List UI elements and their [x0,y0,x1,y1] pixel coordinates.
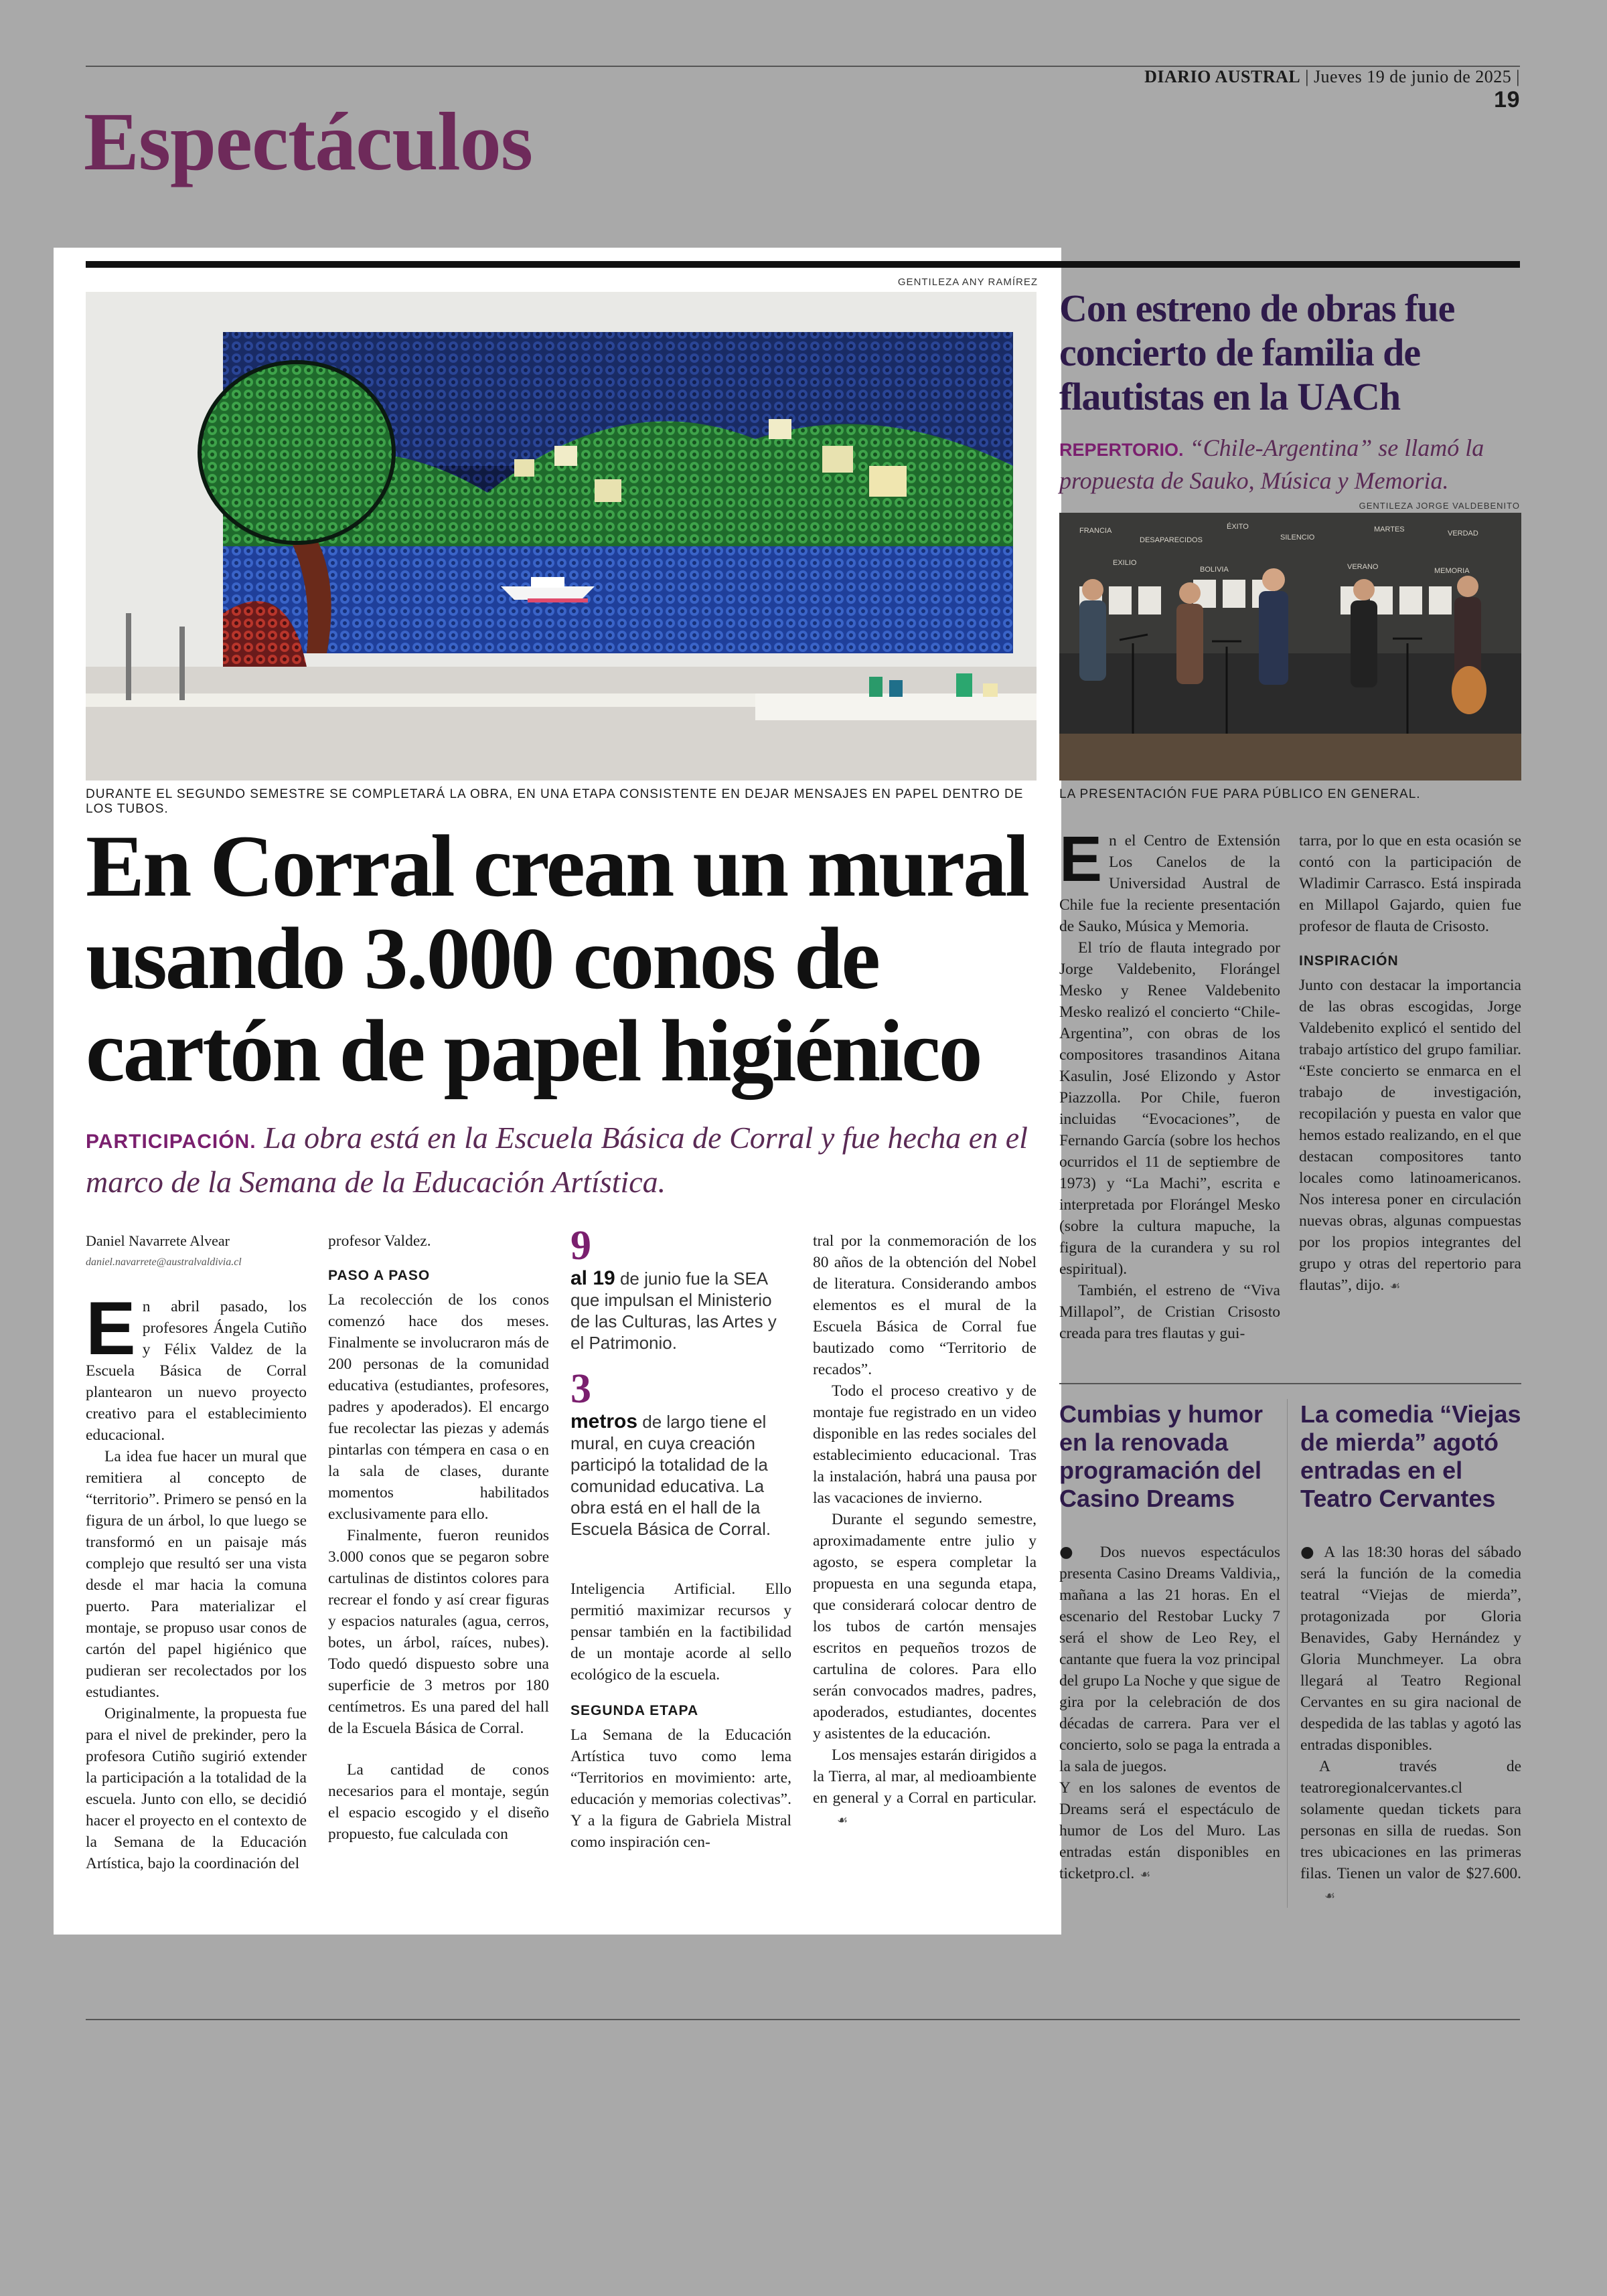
end-of-article-mark-icon: ☙ [1324,1889,1336,1903]
side-deck-text: “Chile-Argentina” se llamó la propuesta de Sauko, Música y Memoria. [1059,434,1484,494]
wall-word: MARTES [1374,525,1405,534]
main-paragraph: La recolección de los conos comenzó hace dos meses. Finalmente se involucraron más de 200 personas de la comunidad educativa (estudiantes, profesores, padres y apoderados). El encargo fue recolectar las piezas y además pintarlas con témpera en casa o en la sala de clases, durante momentos habilitados exclusivamente para ello. [328,1291,549,1523]
brief1-paragraph-text: Y en los salones de eventos de Dreams será el espectáculo de humor de Los del Muro. Las entradas están disponibles en ticketpro.cl. [1059,1779,1280,1882]
brief2-paragraph-text: A través de teatroregionalcervantes.cl solamente quedan tickets para personas en silla de ruedas. Son tres ubicaciones en las primeras filas. Tienen un valor de $27.600. [1300,1758,1521,1882]
mural-photo [86,292,1037,781]
side-kicker: REPERTORIO. [1059,440,1184,460]
brief-divider [1059,1383,1521,1384]
main-headline: En Corral crean un mural usando 3.000 conos de cartón de papel higiénico [86,817,1028,1100]
page-number: 19 [1494,87,1520,112]
brief-column-divider [1287,1399,1288,1908]
brief2-paragraph [1300,1756,1521,1907]
publication-name: DIARIO AUSTRAL [1144,67,1301,86]
section-thick-rule [86,261,1520,268]
side-paragraph: tarra, por lo que en esta ocasión se contó con la participación de Wladimir Carrasco. Está inspirada en Millapol Gajardo, quien fue profesor de flauta de Crisosto. [1299,832,1521,935]
main-paragraph: profesor Valdez. [328,1232,431,1250]
fact-number-9: 9 [570,1223,591,1268]
mural-tree-crown [200,362,394,543]
side-photo-caption: LA PRESENTACIÓN FUE PARA PÚBLICO EN GENERAL. [1059,787,1421,801]
wall-word: SILENCIO [1280,534,1315,542]
bullet-dot-icon: ● [1300,1542,1318,1561]
brief2-headline: La comedia “Viejas de mierda” agotó entradas en el Teatro Cervantes [1300,1400,1521,1512]
brief2-body [1300,1541,1521,1907]
fact-lead: al 19 [570,1267,615,1289]
dropcap: E [86,1287,136,1370]
fact-number-3: 3 [570,1366,591,1412]
side-dropcap: E [1059,823,1103,895]
wall-word: DESAPARECIDOS [1140,536,1203,544]
side-paragraph [1299,975,1521,1297]
main-deck [86,1118,1037,1202]
subhead-segunda-etapa: SEGUNDA ETAPA [570,1703,699,1718]
publication-date: Jueves 19 de junio de 2025 [1313,67,1512,86]
main-paragraph: n abril pasado, los profesores Ángela Cutiño y Félix Valdez de la Escuela Básica de Corral plantearon un nuevo proyecto creativo para el establecimiento educacional. [86,1298,307,1444]
side-photo-credit: GENTILEZA JORGE VALDEBENITO [1359,501,1520,511]
section-title: Espectáculos [84,96,532,187]
main-kicker: PARTICIPACIÓN. [86,1131,256,1153]
side-paragraph-text: Junto con destacar la importancia de las obras escogidas, Jorge Valdebenito explicó el sentido del trabajo artístico del grupo familiar. “Este concierto se enmarca en el trabajo de investigación, recopilación y puesta en valor que hemos estado realizando, en el que destacan compositores tanto locales como latinoamericanos. Nos interesa poner en circulación nuevas obras, algunas compuestas por los propios integrantes del grupo y otras del repertorio para flautas”, dijo. [1299,977,1521,1294]
main-paragraph: La idea fue hacer un mural que remitiera al concepto de “territorio”. Primero se pensó en la figura de un árbol, lo que luego se transformó en un paisaje más complejo que resultó ser una vista desde el mar hacia la comuna puerto. Para materializar el montaje, se propuso usar conos de cartón del papel higiénico que pudieran ser recolectados por los estudiantes. [86,1448,307,1701]
wall-word: FRANCIA [1079,527,1112,535]
author-name: Daniel Navarrete Alvear [86,1232,230,1249]
fact-box-dates [570,1268,791,1354]
main-paragraph: Durante el segundo semestre, aproximadamente entre julio y agosto, se espera completar la propuesta en una segunda etapa, que considerará colocar dentro de los tubos de cartón mensajes escritos en pequeños trozos de cartulina de colores. Para ello serán convocados madres, padres, apoderados, estudiantes, docentes y asistentes de la educación. [813,1511,1037,1742]
main-paragraph: La cantidad de conos necesarios para el montaje, según el espacio escogido y el diseño propuesto, fue calculada con [328,1761,549,1843]
mural-sea [223,546,1013,653]
side-headline: Con estreno de obras fue concierto de familia de flautistas en la UACh [1059,286,1455,418]
side-paragraph: n el Centro de Extensión Los Canelos de la Universidad Austral de Chile fue la reciente presentación de Sauko, Música y Memoria. [1059,832,1280,935]
wall-word: EXILIO [1113,559,1137,567]
fact-box-size [570,1411,791,1540]
side-paragraph: También, el estreno de “Viva Millapol”, de Cristian Crisosto creada para tres flautas y gui- [1059,1282,1280,1342]
main-paragraph-text: Los mensajes estarán dirigidos a la Tierra, al mar, al medioambiente en general y a Corral en particular. [813,1746,1037,1807]
brief1-body [1059,1541,1280,1886]
main-column-3 [570,1224,791,1853]
main-paragraph: Finalmente, fueron reunidos 3.000 conos que se pegaron sobre cartulinas de distintos colores para recrear el fondo y así crear figuras y espacios naturales (agua, cerros, botes, un árbol, raíces, nubes). Todo quedó dispuesto sobre una superficie de 3 metros por 180 centímetros. Es una pared del hall de la Escuela Básica de Corral. [328,1527,549,1737]
stage-floor [1059,734,1521,781]
subhead-paso-a-paso: PASO A PASO [328,1268,431,1283]
brief1-paragraph [1059,1777,1280,1886]
fact-lead: metros [570,1410,638,1432]
main-paragraph: Inteligencia Artificial. Ello permitió maximizar recursos y pensar también en la factibilidad de un montaje acorde al sello ecológico de la escuela. [570,1580,791,1684]
bullet-dot-icon: ● [1059,1542,1085,1561]
concert-photo [1059,513,1521,781]
side-deck [1059,432,1521,496]
wall-word: BOLIVIA [1200,566,1229,574]
main-photo-credit: GENTILEZA ANY RAMÍREZ [897,276,1038,288]
main-paragraph: La Semana de la Educación Artística tuvo como lema “Territorios en movimiento: arte, educación y memorias colectivas”. Y a la figura de Gabriela Mistral como inspiración cen- [570,1726,791,1851]
main-deck-text: La obra está en la Escuela Básica de Corral y fue hecha en el marco de la Semana de la Educación Artística. [86,1121,1028,1199]
main-paragraph [813,1744,1037,1831]
brief2-paragraph: A las 18:30 horas del sábado será la función de la comedia teatral “Viejas de mierda”, protagonizada por Gloria Benavides, Gaby Hernández y Gloria Munchmeyer. La obra llegará al Teatro Regional Cervantes en su gira nacional de despedida de las tablas y agotó las entradas disponibles. [1300,1544,1521,1754]
wall-word: ÉXITO [1227,523,1249,531]
fact-text: de largo tiene el mural, en cuya creación participó la totalidad de la comunidad educativa. La obra está en el hall de la Escuela Básica de Corral. [570,1412,771,1539]
bottom-rule [86,2019,1520,2020]
author-email: daniel.navarrete@australvaldivia.cl [86,1256,242,1268]
main-paragraph: Originalmente, la propuesta fue para el nivel de prekinder, pero la profesora Cutiño sugirió extender la participación a la totalidad de la escuela. Junto con ello, se decidió hacer el proyecto en el contexto de la Semana de la Educación Artística, bajo la coordinación del [86,1705,307,1872]
main-column-1 [86,1230,307,1874]
main-photo-caption: DURANTE EL SEGUNDO SEMESTRE SE COMPLETARÁ LA OBRA, EN UNA ETAPA CONSISTENTE EN DEJAR MENSAJES EN PAPEL DENTRO DE LOS TUBOS. [86,787,1024,816]
side-paragraph: El trío de flauta integrado por Jorge Valdebenito, Florángel Mesko y Renee Valdebenito Mesko realizó el concierto “Chile-Argentina”, con obras de los compositores trasandinos Aitana Kasulin, José Elizondo y Astor Piazzolla. Por Chile, fueron incluidas “Evocaciones”, de Fernando García (sobre los hechos ocurridos el 11 de septiembre de 1973) y “La Machi”, escrita e interpretada por Florángel Mesko (sobre la cultura mapuche, la figura de la curandera y su rol espiritual). [1059,939,1280,1278]
main-paragraph: tral por la conmemoración de los 80 años de la obtención del Nobel de literatura. Considerando ambos elementos es el mural de la Escuela Básica de Corral fue bautizado como “Territorio de recados”. [813,1232,1037,1378]
main-column-4 [813,1230,1037,1831]
subhead-inspiracion: INSPIRACIÓN [1299,953,1399,969]
end-of-article-mark-icon: ☙ [837,1813,848,1827]
end-of-article-mark-icon: ☙ [1389,1279,1401,1293]
main-paragraph: Todo el proceso creativo y de montaje fue registrado en un video disponible en las redes sociales del establecimiento educacional. Tras la instalación, habrá una pausa por las vacaciones de invierno. [813,1382,1037,1507]
wall-word: VERDAD [1448,529,1478,538]
fact-text: de junio fue la SEA que impulsan el Ministerio de las Culturas, las Artes y el Patrimonio. [570,1268,777,1353]
brief1-paragraph: Dos nuevos espectáculos presenta Casino Dreams Valdivia,, mañana a las 21 horas. En el escenario del Restobar Lucky 7 será el show de Leo Rey, el cantante que fuera la voz principal del grupo La Noche y que sigue de gira por la celebración de dos décadas de carrera. Para ver el concierto, solo se paga la entrada a la sala de juegos. [1059,1544,1280,1775]
worktable [755,693,1037,720]
masthead: DIARIO AUSTRAL | Jueves 19 de junio de 2025 | 19 [1144,67,1520,112]
end-of-article-mark-icon: ☙ [1140,1868,1151,1882]
side-column-1 [1059,823,1280,1344]
brief1-headline: Cumbias y humor en la renovada programación del Casino Dreams [1059,1400,1264,1512]
side-column-2 [1299,830,1521,1297]
mural-boat [501,586,595,600]
wall-word: MEMORIA [1434,567,1470,575]
main-column-2 [328,1230,549,1845]
wall-word: VERANO [1347,563,1379,571]
